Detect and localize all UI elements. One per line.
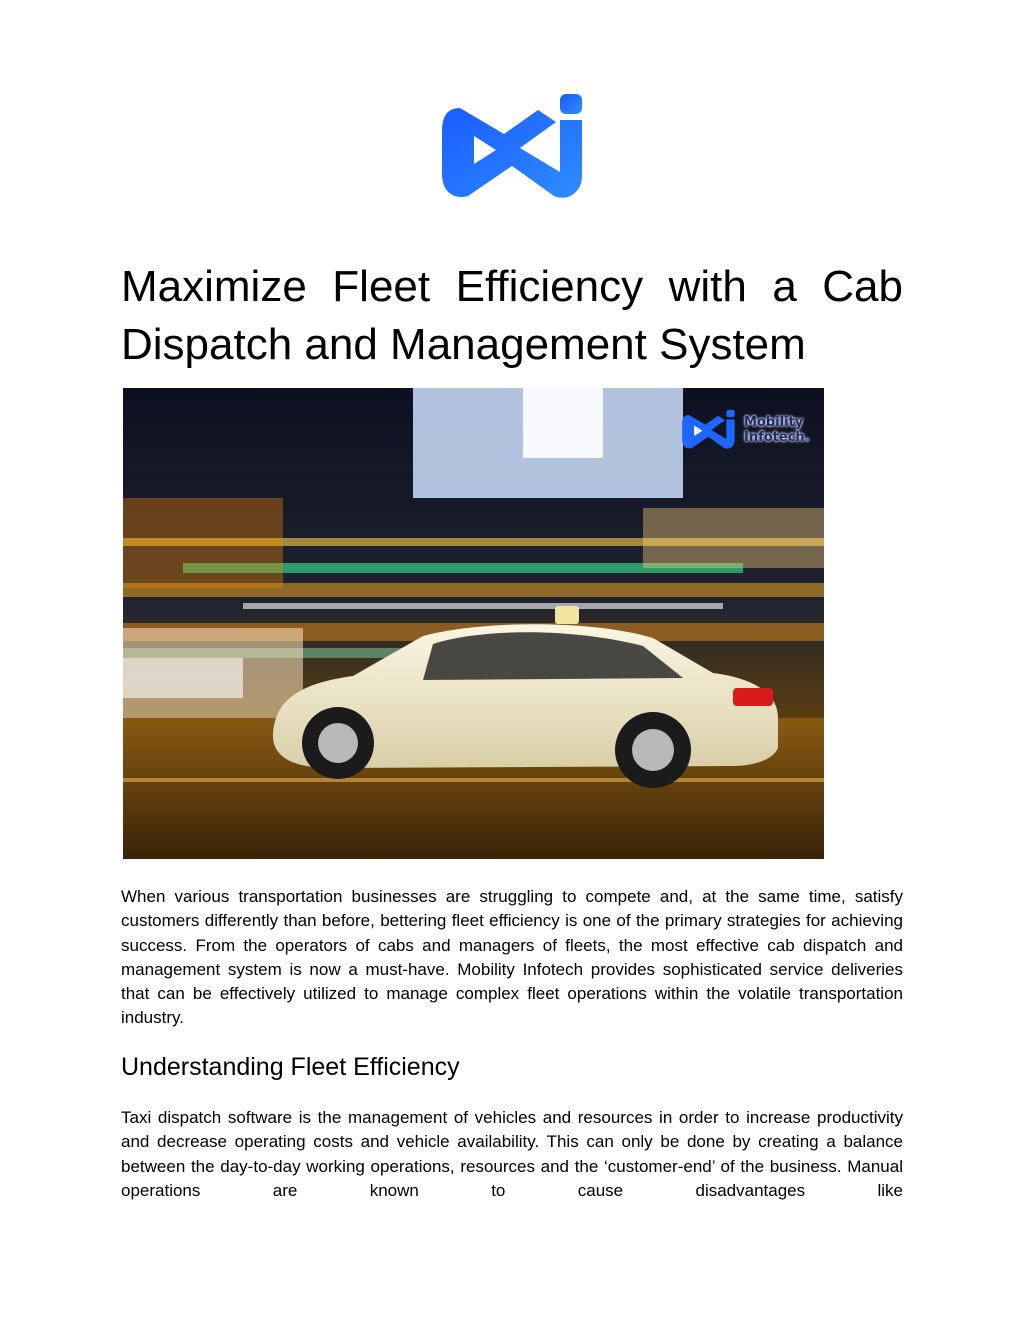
brand-tag-line1: Mobility — [744, 415, 804, 430]
hero-brand-tag: Mobility Infotech. — [678, 406, 816, 454]
mobility-infotech-logo-icon — [678, 409, 738, 451]
brand-tag-line2: Infotech — [744, 430, 805, 445]
section-paragraph: Taxi dispatch software is the management of vehicles and resources in order to increase productivity and decrease operating costs and vehicle availability. This can only be done by creating a balance between the day-to-day working operations, resources and the ‘customer-end’ of the business. Manual operations are known to cause disadvantages like — [121, 1108, 903, 1200]
company-logo — [438, 92, 584, 204]
mobility-infotech-logo-icon — [438, 92, 584, 204]
section-heading: Understanding Fleet Efficiency — [121, 1053, 460, 1081]
article-title: Maximize Fleet Efficiency with a Cab Dispatch and Management System — [121, 262, 903, 369]
night-taxi-motion-photo — [123, 388, 824, 859]
hero-image — [123, 388, 824, 859]
intro-paragraph: When various transportation businesses are struggling to compete and, at the same time, satisfy customers differently than before, bettering fleet efficiency is one of the primary strategies for achieving success. From the operators of cabs and managers of fleets, the most effective cab dispatch and management system is now a must-have. Mobility Infotech provides sophisticated service deliveries that can be effectively utilized to manage complex fleet operations within the volatile transportation industry. — [121, 887, 903, 1028]
